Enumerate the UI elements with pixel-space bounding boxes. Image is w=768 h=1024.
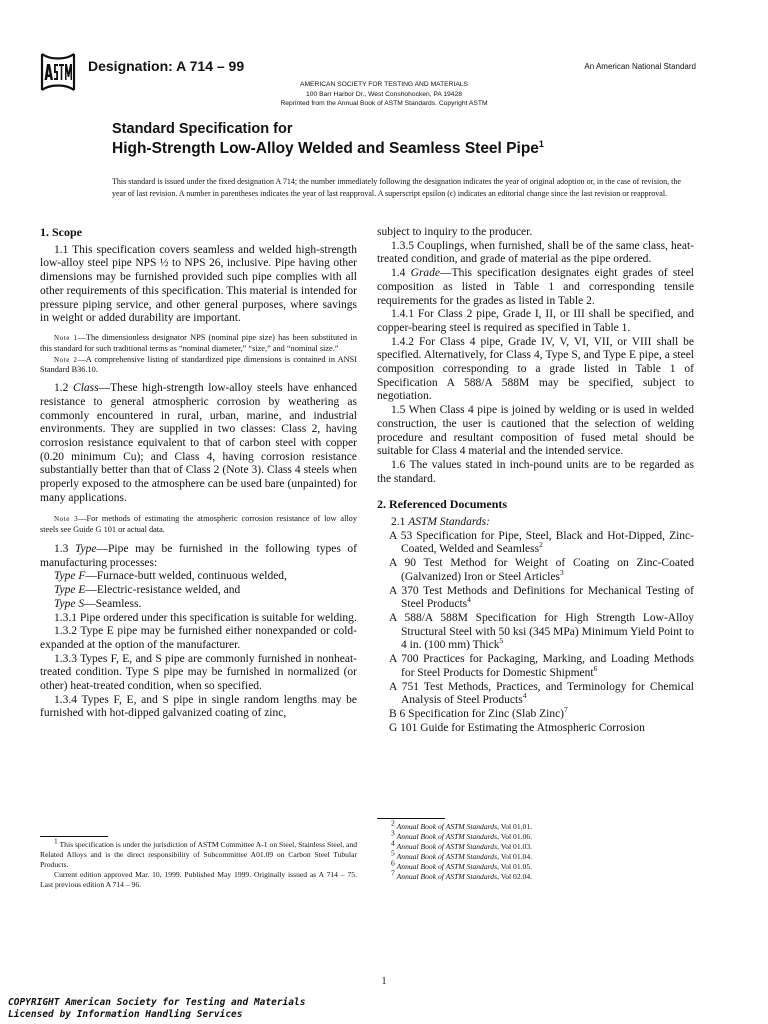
title-line-1: Standard Specification for [112, 121, 293, 137]
footnote-rule [377, 818, 445, 819]
type-s-item: Type S—Seamless. [54, 597, 142, 610]
referenced-document-item: A 751 Test Methods, Practices, and Terminology for Chemical Analysis of Steel Products$^4$ [389, 680, 694, 707]
paragraph-1-3: 1.3 Type—Pipe may be furnished in the following types of manufacturing processes: [40, 543, 358, 569]
footnote-1: $^1$ This specification is under the jurisdiction of ASTM Committee A-1 on Steel, Stainless Steel, and Related Alloys and is the direct responsibility of Subcommittee A01.09 on Carbon Steel Tubular Products. [40, 836, 357, 869]
referenced-document-item: G 101 Guide for Estimating the Atmospheric Corrosion [389, 721, 645, 734]
paragraph-1-1: 1.1 This specification covers seamless and welded high-strength low-alloy steel pipe NPS ½ to NPS 26, inclusive. Pipe having other dimensions may be furnished provided such pipe complies with all other requirements of this specification. This material is intended for pressure piping service, and other general purposes, where savings in weight or added durability are important. [40, 243, 358, 325]
document-title [112, 120, 544, 158]
type-e-item: Type E—Electric-resistance welded, and [54, 584, 241, 597]
copyright-line-2: Licensed by Information Handling Services [8, 1009, 243, 1020]
title-text: High-Strength Low-Alloy Welded and Seamless Steel Pipe [112, 140, 539, 157]
footnote-rule [40, 836, 108, 837]
referenced-document-item: A 370 Test Methods and Definitions for Mechanical Testing of Steel Products$^4$ [389, 584, 694, 611]
paragraph-1-4-1: 1.4.1 For Class 2 pipe, Grade I, II, or III shall be specified, and copper-bearing steel is required as specified in Table 1. [377, 308, 694, 334]
footnote-6: $^6$ Annual Book of ASTM Standards, Vol 01.05. [391, 858, 533, 871]
right-column [377, 226, 694, 735]
paragraph-1-3-4-continued: subject to inquiry to the producer. [377, 226, 533, 238]
paragraph-1-3-2: 1.3.2 Type E pipe may be furnished either nonexpanded or cold-expanded at the option of the manufacturer. [40, 625, 357, 651]
footnote-4: $^4$ Annual Book of ASTM Standards, Vol 01.03. [391, 838, 533, 851]
org-address: 100 Barr Harbor Dr., West Conshohocken, PA 19428 [306, 90, 462, 98]
referenced-document-item: B 6 Specification for Zinc (Slab Zinc)$^7$ [389, 705, 568, 720]
org-reprint-note: Reprinted from the Annual Book of ASTM Standards. Copyright ASTM [280, 100, 488, 107]
footnote-7: $^7$ Annual Book of ASTM Standards, Vol 02.04. [391, 868, 533, 881]
note-3: Note 3—For methods of estimating the atmospheric corrosion resistance of low alloy steels see Guide G 101 or actual data. [40, 514, 357, 535]
footnote-3: $^3$ Annual Book of ASTM Standards, Vol 01.06. [391, 828, 533, 841]
page-number: 1 [381, 976, 387, 987]
organization-block [0, 80, 768, 109]
footnote-5: $^5$ Annual Book of ASTM Standards, Vol 01.04. [391, 848, 533, 861]
paragraph-1-3-5: 1.3.5 Couplings, when furnished, shall be of the same class, heat-treated condition, and grade of material as the pipe ordered. [377, 239, 694, 266]
referenced-document-item: A 90 Test Method for Weight of Coating on Zinc-Coated (Galvanized) Iron or Steel Articles$^3$ [389, 557, 694, 583]
paragraph-1-2: 1.2 Class—These high-strength low-alloy steels have enhanced resistance to general atmospheric corrosion by weathering as commonly encountered in rural, urban, marine, and industrial environments. They are supplied in two classes: Class 2, having corrosion resistance equivalent to that of carbon steel with copper (0.20 minimum Cu); and Class 4, having corrosion resistance substantially better than that of Class 2 (Note 3). Class 4 steels when properly exposed to the atmosphere can be used bare (unpainted) for many applications. [40, 382, 358, 504]
paragraph-1-4-2: 1.4.2 For Class 4 pipe, Grade IV, V, VI, VII, or VIII shall be specified. Alternatively, for Class 4, Type S, and Type E pipe, a steel composition corresponding to a grade listed in Table 1 of Specification A 588/A 588M may be specified, subject to negotiation. [377, 335, 694, 403]
title-footnote-mark: 1 [538, 138, 544, 149]
section-heading-referenced-documents: 2. Referenced Documents [377, 497, 508, 512]
footnote-list [377, 818, 694, 882]
referenced-document-item: A 588/A 588M Specification for High Strength Low-Alloy Structural Steel with 50 ksi (345 MPa) Minimum Yield Point to 4 in. (100 mm) Thick$^5$ [389, 611, 694, 652]
paragraph-2-1: 2.1 ASTM Standards: [391, 516, 490, 529]
footnotes-right [377, 818, 694, 882]
left-column [40, 226, 357, 721]
note-2: Note 2—A comprehensive listing of standardized pipe dimensions is contained in ANSI Standard B36.10. [40, 354, 357, 375]
american-national-standard-label: An American National Standard [584, 62, 696, 71]
org-name: AMERICAN SOCIETY FOR TESTING AND MATERIALS [300, 81, 468, 88]
paragraph-1-3-4: 1.3.4 Types F, E, and S pipe in single random lengths may be furnished with hot-dipped galvanized coating of zinc, [40, 693, 357, 720]
paragraph-1-3-1: 1.3.1 Pipe ordered under this specification is suitable for welding. [54, 611, 357, 624]
designation: Designation: A 714 – 99 [88, 58, 245, 74]
copyright-notice [8, 997, 305, 1021]
title-line-2 [112, 139, 544, 158]
note-1: Note 1—The dimensionless designator NPS (nominal pipe size) has been substituted in this standard for such traditional terms as “nominal diameter,” “size,” and “nominal size.” [40, 332, 357, 353]
issuance-statement: This standard is issued under the fixed designation A 714; the number immediately following the designation indicates the year of original adoption or, in the case of revision, the year of last revision. A number in parentheses indicates the year of last reapproval. A superscript epsilon (ϵ) indicates an editorial change since the last revision or reapproval. [112, 177, 681, 198]
paragraph-1-5: 1.5 When Class 4 pipe is joined by welding or is used in welded construction, the user is cautioned that the selection of welding procedure and resultant composition of fused metal should be suitable for Class 4 material and the intended service. [377, 404, 694, 458]
referenced-documents-list [377, 530, 694, 736]
referenced-document-item: A 53 Specification for Pipe, Steel, Black and Hot-Dipped, Zinc-Coated, Welded and Seamless$^2$ [389, 529, 694, 556]
copyright-line-1: COPYRIGHT American Society for Testing and Materials [8, 997, 306, 1008]
paragraph-1-3-3: 1.3.3 Types F, E, and S pipe are commonly furnished in nonheat-treated condition. Type S pipe may be furnished in normalized (or other) heat-treated condition, when so specified. [40, 652, 357, 693]
paragraph-1-6: 1.6 The values stated in inch-pound units are to be regarded as the standard. [377, 458, 694, 485]
type-f-item: Type F—Furnace-butt welded, continuous welded, [54, 570, 287, 583]
paragraph-1-4: 1.4 Grade—This specification designates eight grades of steel composition as listed in Table 1 and corresponding tensile requirements for the grades as listed in Table 2. [377, 267, 694, 307]
referenced-document-item: A 700 Practices for Packaging, Marking, and Loading Methods for Steel Products for Domestic Shipment$^6$ [389, 653, 694, 679]
footnote-1-edition: Current edition approved Mar. 10, 1999. Published May 1999. Originally issued as A 714 – 75. Last previous edition A 714 – 96. [40, 870, 357, 889]
footnotes-left [40, 836, 357, 890]
section-heading-scope: 1. Scope [40, 225, 82, 239]
footnote-2: $^2$ Annual Book of ASTM Standards, Vol 01.01. [391, 818, 533, 831]
